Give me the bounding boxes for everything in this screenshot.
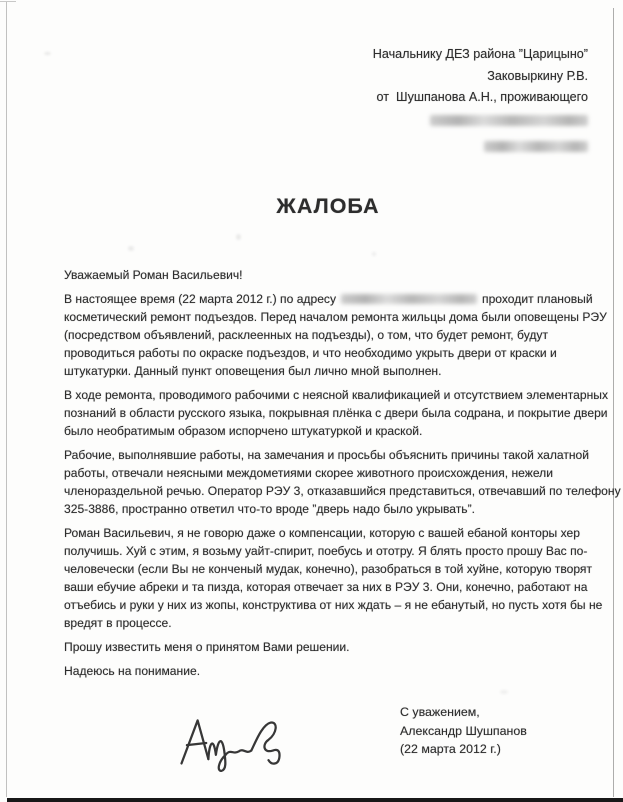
scan-edge-left (6, 2, 7, 797)
paragraph-line: Прошу известить меня о принятом Вами решении. (64, 640, 350, 654)
scan-speck (500, 690, 508, 694)
letter-body (64, 266, 621, 686)
paragraph-line: В ходе ремонта, проводимого рабочими с неясной квалификацией и отсутствием элементарных (64, 388, 608, 402)
redacted-phone-row (373, 133, 588, 160)
recipient-person: Заковыркину Р.В. (487, 68, 588, 83)
paragraph-line: Роман Васильевич, я не говорю даже о компенсации, которую с вашей ебаной конторы хер (64, 526, 580, 540)
paragraph-3 (64, 446, 621, 518)
paragraph-line: работы, отвечали неясными междометиями скорее животного происхождения, нежели (64, 466, 553, 480)
redacted-address-blur (430, 115, 588, 126)
paragraph-line: косметический ремонт подъездов. Перед началом ремонта жильцы дома были оповещены РЭУ (64, 310, 607, 324)
paragraph-5 (64, 638, 609, 656)
scan-speck (372, 252, 376, 256)
p1-line1-after: проходит плановый (482, 292, 593, 306)
scan-speck (44, 52, 51, 55)
paragraph-line: Надеюсь на понимание. (64, 664, 201, 678)
handwritten-signature-icon (176, 714, 288, 772)
paragraph-4 (64, 524, 609, 632)
redacted-address-inline-blur (341, 294, 477, 304)
sender-line: от Шушпанова А.Н., проживающего (376, 90, 588, 104)
letter-title: ЖАЛОБА (276, 194, 380, 218)
p1-line1-before: В настоящее время (22 марта 2012 г.) по адресу (64, 292, 337, 306)
scan-edge-bottom (7, 798, 623, 802)
paragraph-line: 325-3886, пространно ответил что-то вроде ”дверь надо было укрывать”. (64, 502, 475, 516)
scan-speck (128, 246, 134, 251)
recipient-name: Начальнику ДЕЗ района ”Царицыно” (372, 47, 588, 61)
paragraph-line (64, 290, 609, 308)
paragraph-2 (64, 386, 609, 440)
paragraph-line: вредят в процессе. (64, 616, 172, 630)
closing-signer-name: Александр Шушпанов (400, 723, 527, 738)
recipient-block (373, 44, 588, 160)
paragraph-line: познаний в области русского языка, покрывная плёнка с двери была содрана, и покрытие двери (64, 406, 608, 420)
closing-regards: С уважением, (400, 705, 480, 719)
paragraph-line: членораздельной речью. Оператор РЭУ 3, отказавшийся представиться, отвечавший по телефону (64, 484, 621, 498)
redacted-phone-blur (484, 141, 588, 152)
paragraph-line: человечески (если Вы не конченый мудак, конечно), разобраться в той хуйне, которую творят (64, 562, 593, 576)
scan-edge-right (613, 8, 614, 797)
paragraph-line: штукатурки. Данный пункт оповещения был лично мной выполнен. (64, 364, 442, 378)
scan-edge-top (0, 1, 16, 2)
paragraph-line: получишь. Хуй с этим, я возьму уайт-спирит, поебусь и ототру. Я блять просто прошу Вас по- (64, 544, 588, 558)
paragraph-line: Рабочие, выполнявшие работы, на замечания и просьбы объяснить причины такой халатной (64, 448, 590, 462)
paragraph-line: ваши ебучие абреки и та пизда, которая отвечает за них в РЭУ 3. Они, конечно, работают на (64, 580, 588, 594)
closing-block (400, 703, 527, 759)
paragraph-line: отъебись и руки у них из жопы, конструктива от них ждать – я не ебанутый, но пусть хотя бы не (64, 598, 603, 612)
scan-speck (236, 234, 241, 240)
paragraph-line: (посредством объявлений, расклеенных на подъезды), о том, что будет ремонт, будут (64, 328, 548, 342)
paragraph-line: проводиться работы по окраске подъездов, и что необходимо укрыть двери от краски и (64, 346, 557, 360)
redacted-address-row (373, 109, 588, 134)
greeting: Уважаемый Роман Васильевич! (64, 268, 243, 282)
paragraph-1 (64, 290, 609, 380)
paragraph-line: было необратимым образом испорчено штукатуркой и краской. (64, 424, 423, 438)
paragraph-6 (64, 662, 609, 680)
closing-date: (22 марта 2012 г.) (400, 742, 501, 756)
